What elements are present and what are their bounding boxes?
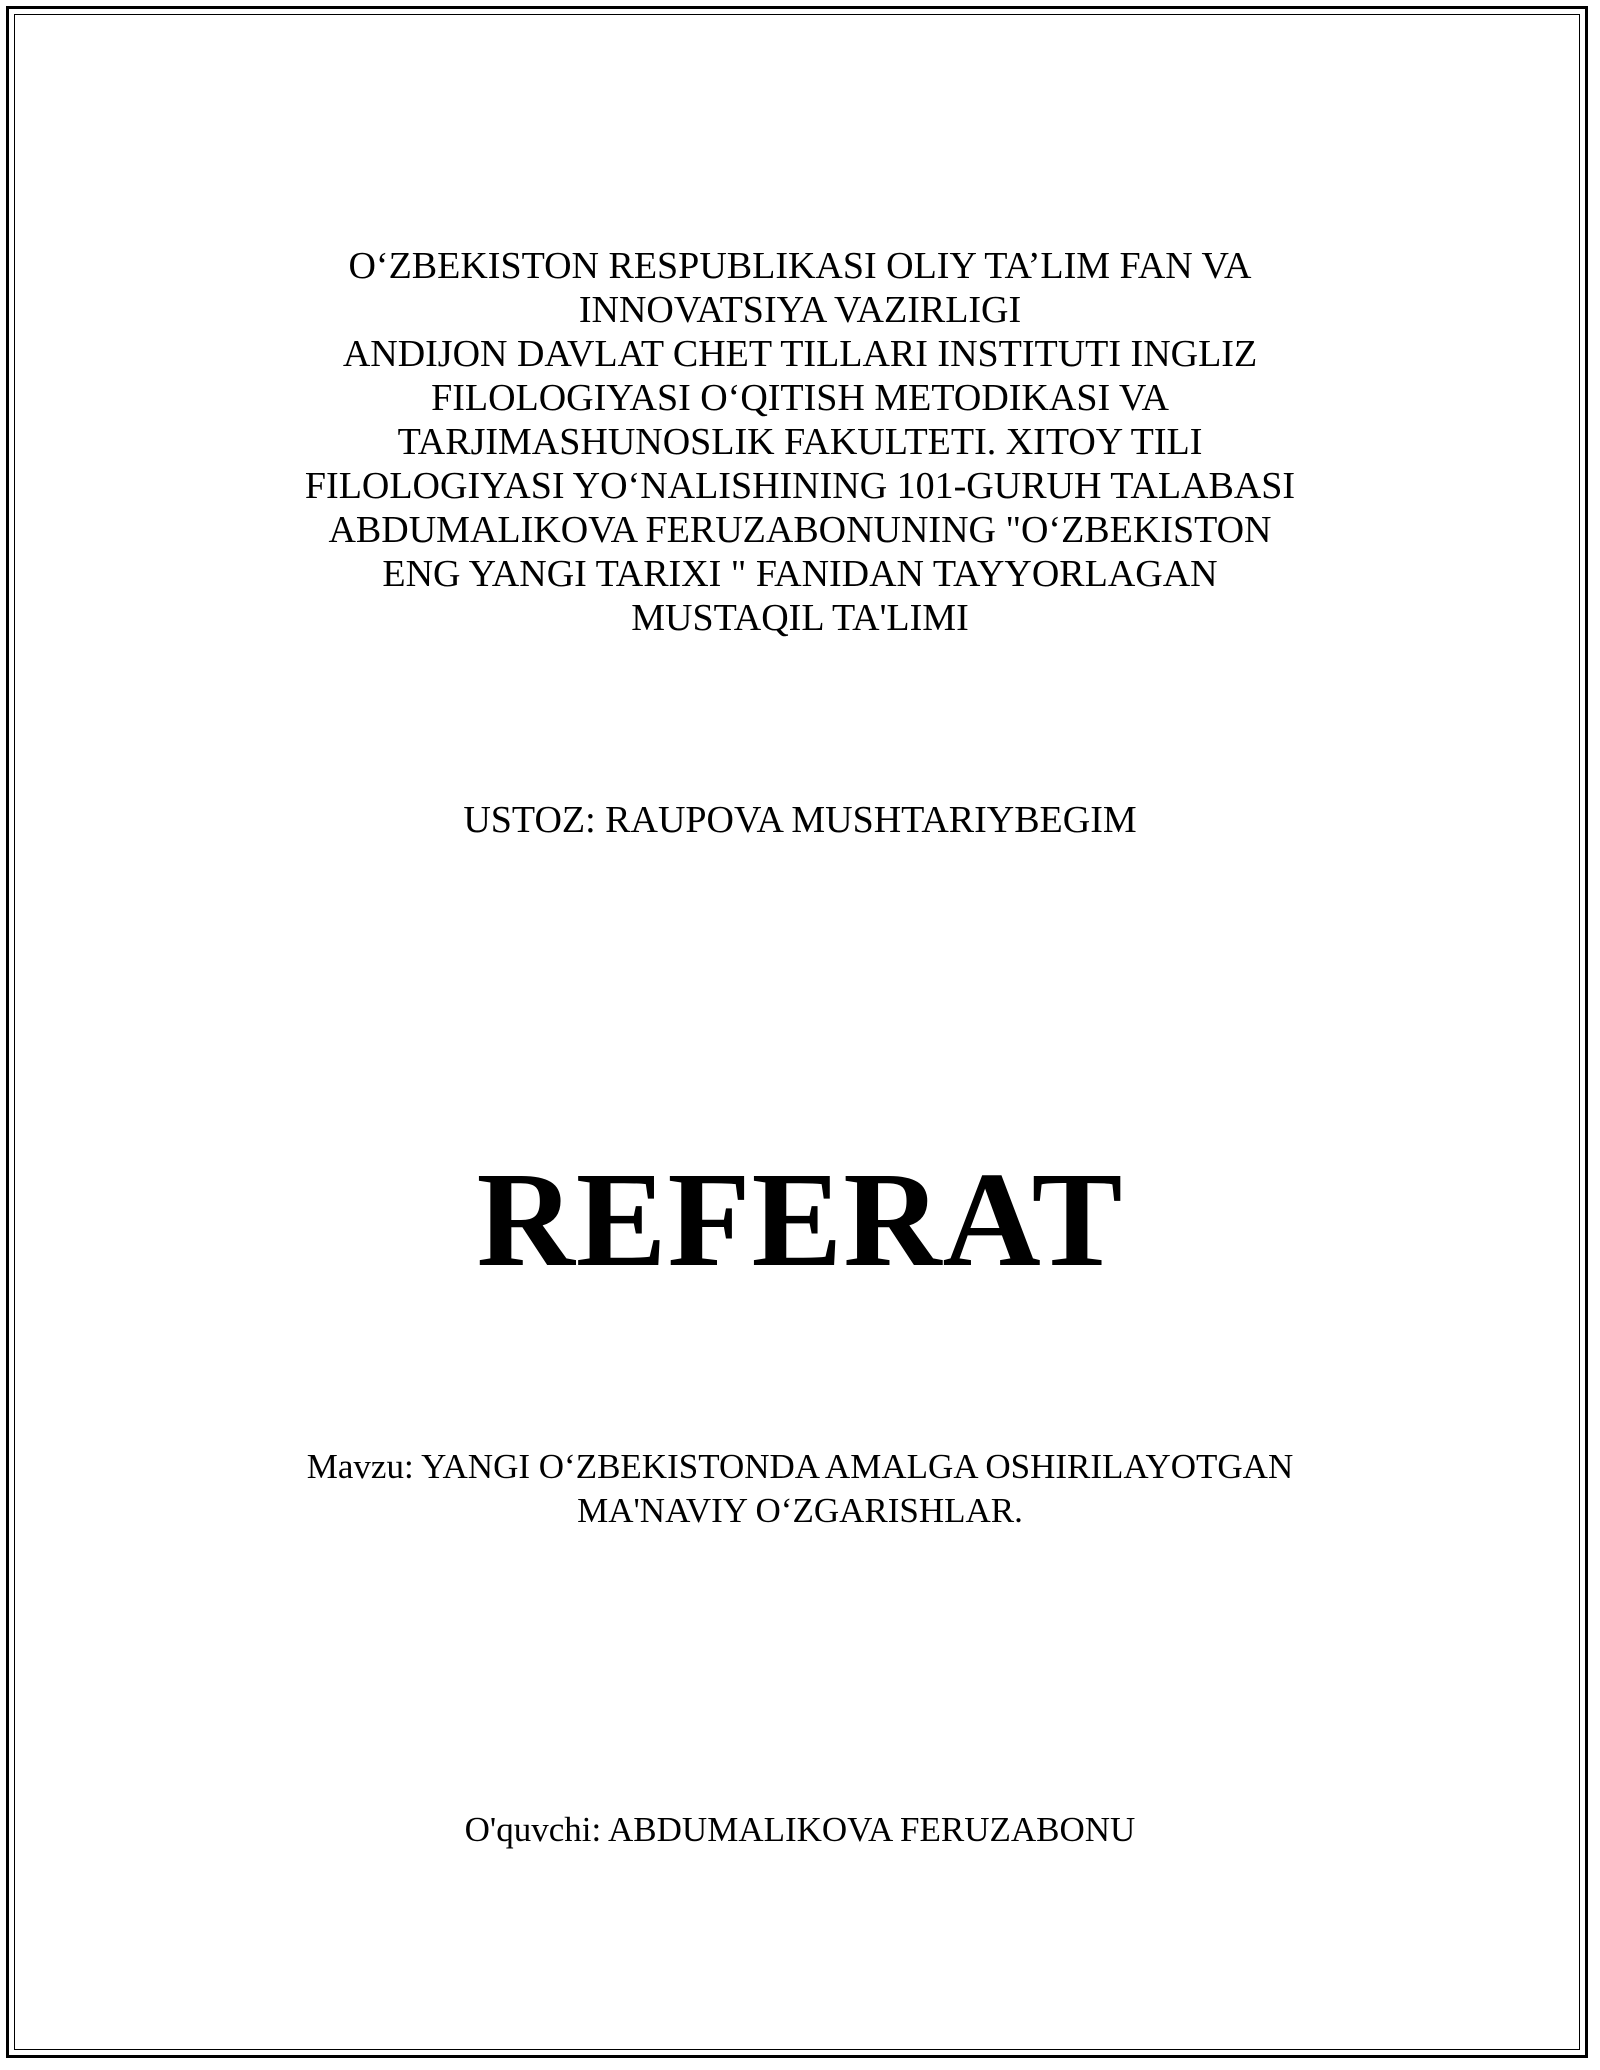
student-line: O'quvchi: ABDUMALIKOVA FERUZABONU bbox=[464, 1810, 1136, 1849]
header-line: ABDUMALIKOVA FERUZABONUNING "O‘ZBEKISTON bbox=[328, 509, 1272, 551]
header-line: FILOLOGIYASI YO‘NALISHINING 101-GURUH TALABASI bbox=[304, 465, 1296, 507]
document-title: REFERAT bbox=[476, 1145, 1124, 1295]
header-line: FILOLOGIYASI O‘QITISH METODIKASI VA bbox=[431, 377, 1169, 419]
header-line: O‘ZBEKISTON RESPUBLIKASI OLIY TA’LIM FAN VA bbox=[348, 245, 1252, 287]
teacher-line: USTOZ: RAUPOVA MUSHTARIYBEGIM bbox=[463, 799, 1137, 841]
header-line: INNOVATSIYA VAZIRLIGI bbox=[578, 289, 1022, 331]
header-line: ENG YANGI TARIXI " FANIDAN TAYYORLAGAN bbox=[382, 553, 1218, 595]
institution-header bbox=[0, 244, 1600, 640]
topic bbox=[0, 1445, 1600, 1533]
header-line: MUSTAQIL TA'LIMI bbox=[631, 597, 969, 639]
topic-line: Mavzu: YANGI O‘ZBEKISTONDA AMALGA OSHIRILAYOTGAN bbox=[306, 1447, 1294, 1486]
topic-line: MA'NAVIY O‘ZGARISHLAR. bbox=[577, 1491, 1023, 1530]
header-line: TARJIMASHUNOSLIK FAKULTETI. XITOY TILI bbox=[397, 421, 1203, 463]
header-line: ANDIJON DAVLAT CHET TILLARI INSTITUTI INGLIZ bbox=[342, 333, 1258, 375]
